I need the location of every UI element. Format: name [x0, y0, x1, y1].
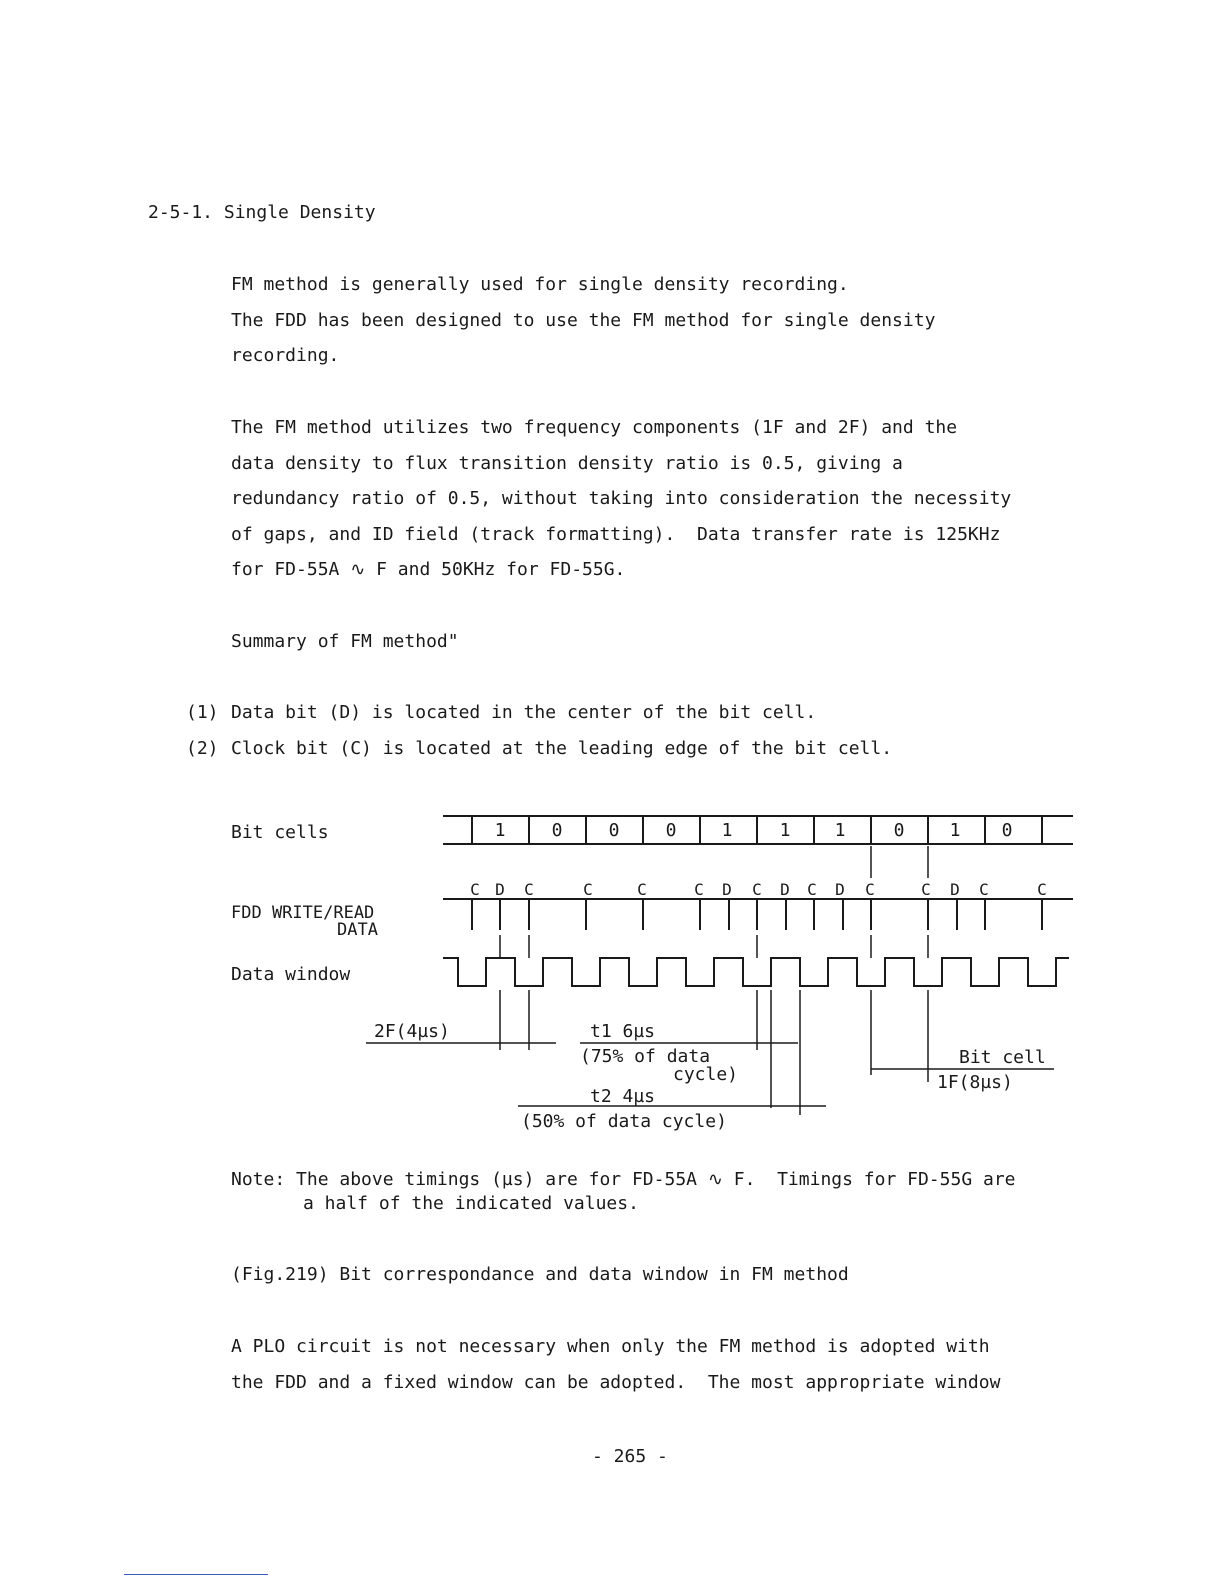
window-connectors: [500, 935, 928, 958]
summary-item-2-text: Clock bit (C) is located at the leading edge of the bit cell.: [231, 738, 893, 759]
pulse-label: D: [495, 880, 505, 899]
t2-note: (50% of data cycle): [521, 1111, 727, 1132]
f2-label: 2F(4µs): [374, 1021, 450, 1042]
pulse-label: C: [637, 880, 647, 899]
pulse-label: C: [865, 880, 875, 899]
t2-label: t2 4µs: [590, 1086, 656, 1107]
note-line-2: a half of the indicated values.: [303, 1193, 639, 1214]
pulse-label: C: [470, 880, 480, 899]
summary-title: Summary of FM method": [231, 631, 459, 652]
body-line-4: of gaps, and ID field (track formatting). Data transfer rate is 125KHz: [231, 524, 1001, 545]
pulse-label: D: [722, 880, 732, 899]
pulse-label: C: [979, 880, 989, 899]
bit-cells-row: [443, 816, 1073, 844]
bit-value: 0: [1001, 820, 1013, 841]
pulse-label: C: [921, 880, 931, 899]
bit-value: 1: [834, 820, 846, 841]
pulse-label: C: [807, 880, 817, 899]
pulse-labels: [470, 880, 1047, 899]
t1-note-line-1: (75% of data: [580, 1046, 711, 1067]
label-bit-cells: Bit cells: [231, 822, 329, 843]
bit-value: 0: [893, 820, 905, 841]
pulse-label: C: [694, 880, 704, 899]
label-data-window: Data window: [231, 964, 351, 985]
note-line-1: Note: The above timings (µs) are for FD-55A ∿ F. Timings for FD-55G are: [231, 1169, 1016, 1190]
data-window-waveform: [443, 958, 1069, 986]
summary-item-1-text: Data bit (D) is located in the center of the bit cell.: [231, 702, 817, 723]
closing-line-2: the FDD and a fixed window can be adopted. The most appropriate window: [231, 1372, 1001, 1393]
bit-value: 0: [551, 820, 563, 841]
body-line-5: for FD-55A ∿ F and 50KHz for FD-55G.: [231, 559, 626, 580]
bit-value: 1: [949, 820, 961, 841]
figure-caption: (Fig.219) Bit correspondance and data window in FM method: [231, 1264, 849, 1285]
bit-value: 0: [608, 820, 620, 841]
bit-values: [495, 820, 1013, 841]
pulse-label: C: [583, 880, 593, 899]
label-fdd-line-1: FDD WRITE/READ: [231, 903, 375, 923]
t1-label: t1 6µs: [590, 1021, 656, 1042]
bit-cell-label: Bit cell: [959, 1047, 1046, 1068]
timing-annotation-labels: [374, 1021, 1046, 1132]
body-line-3: redundancy ratio of 0.5, without taking into consideration the necessity: [231, 488, 1012, 509]
intro-line-1: FM method is generally used for single density recording.: [231, 274, 849, 295]
pulse-label: D: [950, 880, 960, 899]
label-fdd-line-2: DATA: [337, 920, 378, 940]
bit-value: 1: [779, 820, 791, 841]
closing-line-1: A PLO circuit is not necessary when only the FM method is adopted with: [231, 1336, 990, 1357]
pulse-label: D: [780, 880, 790, 899]
pulse-label: D: [835, 880, 845, 899]
bit-value: 1: [494, 820, 506, 841]
bottom-rule: [124, 1574, 268, 1575]
pulse-label: C: [1037, 880, 1047, 899]
pulse-label: C: [524, 880, 534, 899]
summary-item-1-number: (1): [186, 702, 219, 723]
body-line-1: The FM method utilizes two frequency components (1F and 2F) and the: [231, 417, 958, 438]
intro-line-3: recording.: [231, 345, 340, 366]
f1-label: 1F(8µs): [937, 1072, 1013, 1093]
section-heading: 2-5-1. Single Density: [148, 202, 376, 223]
bit-value: 1: [721, 820, 733, 841]
summary-item-2-number: (2): [186, 738, 219, 759]
fdd-data-pulses: [443, 899, 1073, 930]
page-number: - 265 -: [592, 1446, 668, 1467]
body-line-2: data density to flux transition density ratio is 0.5, giving a: [231, 453, 903, 474]
bit-value: 0: [665, 820, 677, 841]
cell-connectors: [871, 846, 928, 878]
intro-line-2: The FDD has been designed to use the FM method for single density: [231, 310, 936, 331]
t1-note-line-2: cycle): [673, 1064, 739, 1085]
pulse-label: C: [752, 880, 762, 899]
